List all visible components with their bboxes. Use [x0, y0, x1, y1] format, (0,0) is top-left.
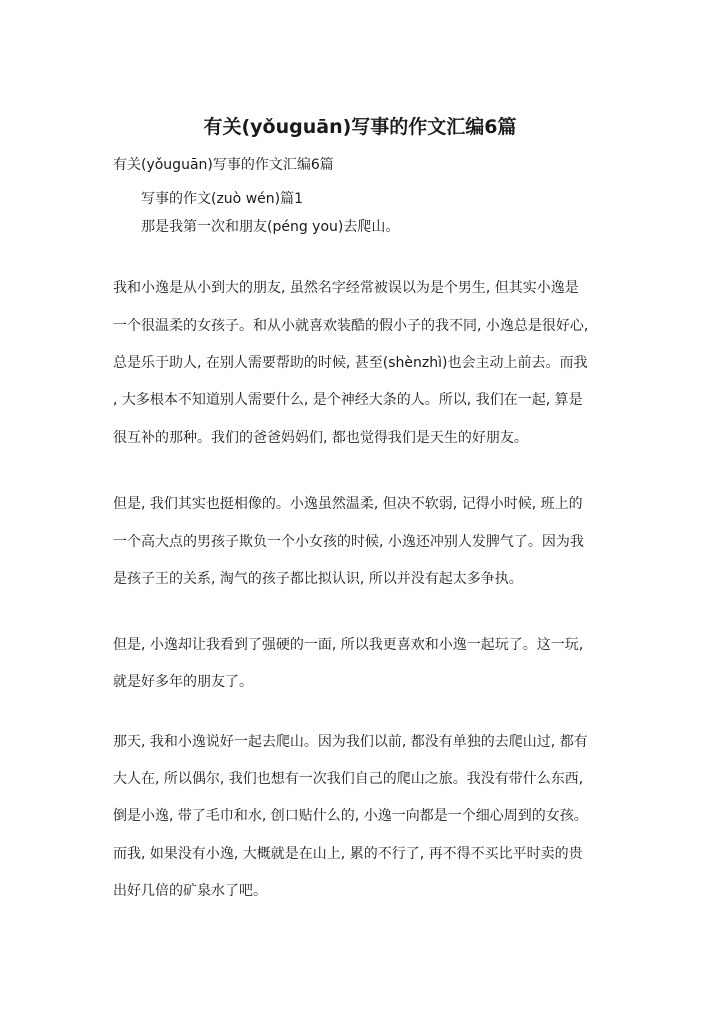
paragraph-line: 出好几倍的矿泉水了吧。: [113, 883, 267, 899]
paragraph-line: , 大多根本不知道别人需要什么, 是个神经大条的人。所以, 我们在一起, 算是: [113, 392, 583, 408]
paragraph-line: 是孩子王的关系, 淘气的孩子都比拟认识, 所以并没有起太多争执。: [113, 571, 523, 587]
paragraph-line: 一个很温柔的女孩子。和从小就喜欢装酷的假小子的我不同, 小逸总是很好心,: [113, 318, 589, 334]
paragraph-line: 但是, 小逸却让我看到了强硬的一面, 所以我更喜欢和小逸一起玩了。这一玩,: [113, 637, 584, 653]
essay-heading: 写事的作文(zuò wén)篇1: [141, 191, 304, 207]
document-title: 有关(yǒuguān)写事的作文汇编6篇: [203, 116, 517, 138]
document-subtitle: 有关(yǒuguān)写事的作文汇编6篇: [113, 157, 334, 173]
paragraph-line: 一个高大点的男孩子欺负一个小女孩的时候, 小逸还冲别人发脾气了。因为我: [113, 534, 584, 550]
paragraph-line: 但是, 我们其实也挺相像的。小逸虽然温柔, 但决不软弱, 记得小时候, 班上的: [113, 496, 583, 512]
paragraph-line: 我和小逸是从小到大的朋友, 虽然名字经常被误以为是个男生, 但其实小逸是: [113, 280, 579, 296]
paragraph-line: 倒是小逸, 带了毛巾和水, 创口贴什么的, 小逸一向都是一个细心周到的女孩。: [113, 808, 588, 824]
paragraph-line: 大人在, 所以偶尔, 我们也想有一次我们自己的爬山之旅。我没有带什么东西,: [113, 771, 584, 787]
paragraph-line: 而我, 如果没有小逸, 大概就是在山上, 累的不行了, 再不得不买比平时卖的贵: [113, 846, 583, 862]
paragraph-line: 很互补的那种。我们的爸爸妈妈们, 都也觉得我们是天生的好朋友。: [113, 430, 528, 446]
paragraph-line: 就是好多年的朋友了。: [113, 674, 253, 690]
opening-line: 那是我第一次和朋友(péng you)去爬山。: [141, 219, 400, 235]
paragraph-line: 那天, 我和小逸说好一起去爬山。因为我们以前, 都没有单独的去爬山过, 都有: [113, 734, 588, 750]
paragraph-line: 总是乐于助人, 在别人需要帮助的时候, 甚至(shènzhì)也会主动上前去。而我: [113, 355, 588, 371]
